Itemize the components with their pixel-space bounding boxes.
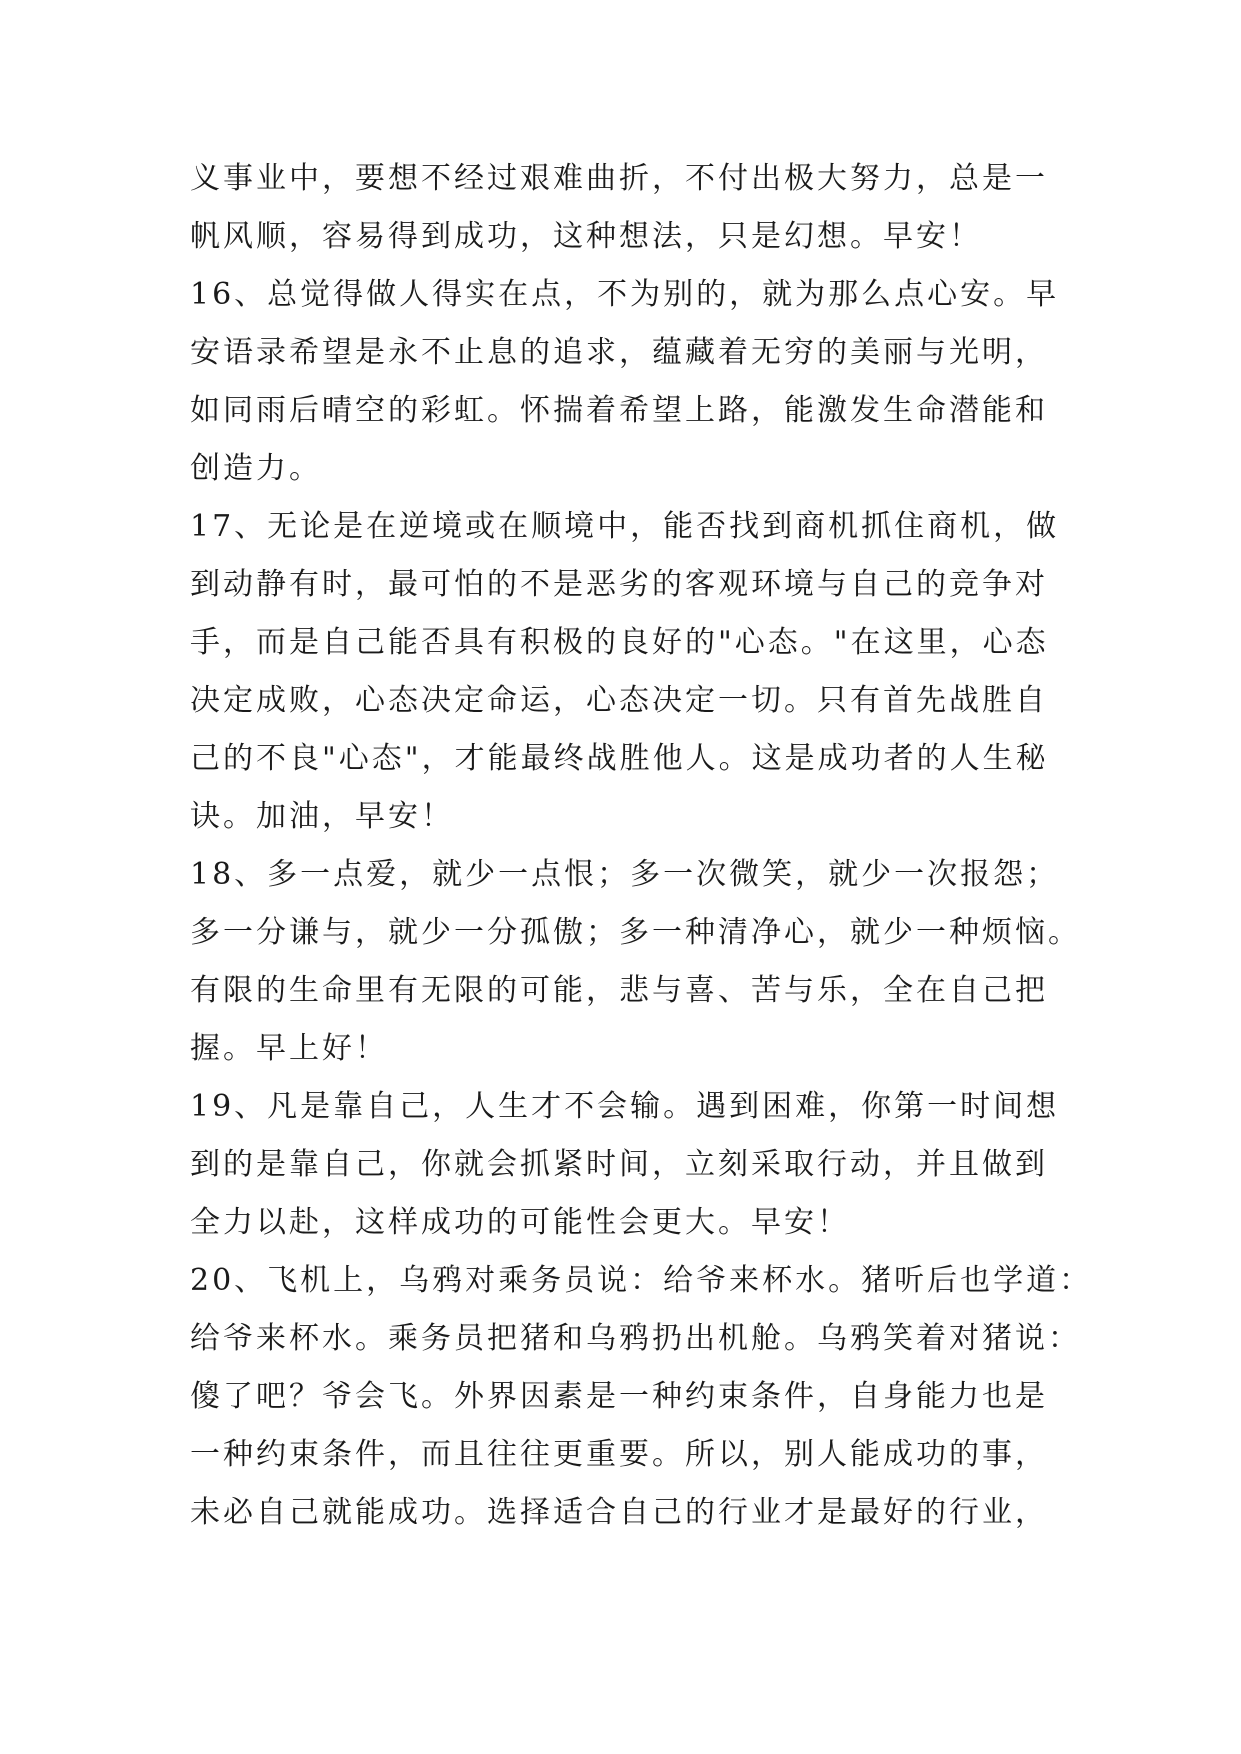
text-line: 未必自己就能成功。选择适合自己的行业才是最好的行业，: [190, 1495, 1048, 1530]
body-text: [190, 150, 1093, 1542]
text-line: 安语录希望是永不止息的追求，蕴藏着无穷的美丽与光明，: [190, 335, 1048, 370]
text-line: 决定成败，心态决定命运，心态决定一切。只有首先战胜自: [190, 683, 1048, 718]
text-line: 己的不良"心态"，才能最终战胜他人。这是成功者的人生秘: [190, 741, 1049, 776]
text-line: 义事业中，要想不经过艰难曲折，不付出极大努力，总是一: [190, 161, 1048, 196]
text-line: 傻了吧？爷会飞。外界因素是一种约束条件，自身能力也是: [190, 1379, 1048, 1414]
text-line: 18、多一点爱，就少一点恨；多一次微笑，就少一次报怨；: [190, 857, 1060, 892]
text-line: 握。早上好！: [190, 1031, 388, 1066]
text-line: 16、总觉得做人得实在点，不为别的，就为那么点心安。早: [190, 277, 1060, 312]
text-line: 到的是靠自己，你就会抓紧时间，立刻采取行动，并且做到: [190, 1147, 1048, 1182]
text-line: 到动静有时，最可怕的不是恶劣的客观环境与自己的竞争对: [190, 567, 1048, 602]
text-line: 一种约束条件，而且往往更重要。所以，别人能成功的事，: [190, 1437, 1048, 1472]
text-line: 20、飞机上，乌鸦对乘务员说：给爷来杯水。猪听后也学道：: [190, 1263, 1093, 1298]
text-line: 多一分谦与，就少一分孤傲；多一种清净心，就少一种烦恼。: [190, 915, 1081, 950]
text-line: 全力以赴，这样成功的可能性会更大。早安！: [190, 1205, 850, 1240]
text-line: 17、无论是在逆境或在顺境中，能否找到商机抓住商机，做: [190, 509, 1060, 544]
text-line: 帆风顺，容易得到成功，这种想法，只是幻想。早安！: [190, 219, 982, 254]
text-line: 诀。加油，早安！: [190, 799, 454, 834]
text-line: 19、凡是靠自己，人生才不会输。遇到困难，你第一时间想: [190, 1089, 1060, 1124]
text-line: 创造力。: [190, 451, 322, 486]
text-line: 手，而是自己能否具有积极的良好的"心态。"在这里，心态: [190, 625, 1049, 660]
text-line: 给爷来杯水。乘务员把猪和乌鸦扔出机舱。乌鸦笑着对猪说：: [190, 1321, 1081, 1356]
text-line: 如同雨后晴空的彩虹。怀揣着希望上路，能激发生命潜能和: [190, 393, 1048, 428]
text-line: 有限的生命里有无限的可能，悲与喜、苦与乐，全在自己把: [190, 973, 1048, 1008]
